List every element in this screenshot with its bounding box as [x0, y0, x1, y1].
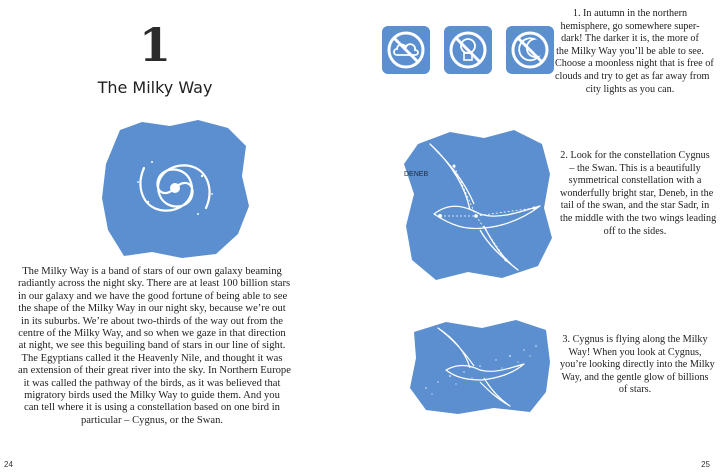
- step-line: hemisphere, go somewhere super-: [560, 20, 700, 32]
- page-number-right: 25: [701, 460, 710, 469]
- body-line: migratory birds used the Milky Way to guide them. And you: [24, 390, 280, 402]
- no-lightbulb-icon: [442, 24, 494, 76]
- body-line: an extension of their great river into the sky. In Northern Europe: [18, 365, 291, 377]
- step-line: of stars.: [618, 384, 652, 396]
- step-line: tail of the swan, and the star Sadr, in: [560, 200, 710, 212]
- body-line: it was called the pathway of the birds, as it was believed that: [23, 377, 281, 389]
- step-line: dark! The darker it is, the more of: [561, 33, 699, 45]
- body-line: can tell where it is using a constellation based on one bird in: [24, 402, 280, 414]
- step-line: clouds and try to get as far away from: [555, 70, 710, 82]
- body-line: radiantly across the night sky. There are at least 100 billion stars: [18, 278, 291, 290]
- step-1-text: [555, 8, 714, 96]
- no-moon-icon: [504, 24, 556, 76]
- milky-way-cygnus-illustration: [406, 318, 552, 416]
- step-2-text: [560, 150, 717, 238]
- body-line: centre of the Milky Way, and so when we gaze in that direction: [18, 328, 286, 340]
- step-line: 2. Look for the constellation Cygnus: [560, 150, 710, 161]
- step-line: wonderfully bright star, Deneb, in the: [560, 187, 714, 199]
- step-line: off to the sides.: [603, 225, 667, 237]
- body-line: particular – Cygnus, or the Swan.: [80, 414, 224, 426]
- step-line: Way! When you look at Cygnus,: [568, 346, 702, 358]
- right-page: [360, 0, 720, 473]
- body-text: [18, 266, 291, 427]
- body-line: The Milky Way is a band of stars of our own galaxy beaming: [22, 266, 282, 277]
- step-line: city lights as you can.: [585, 83, 675, 95]
- body-line: at night, we see this beguiling band of stars in our line of sight.: [18, 340, 286, 352]
- page-number-left: 24: [4, 460, 13, 469]
- body-line: The Egyptians called it the Heavenly Nile, and thought it was: [21, 352, 283, 364]
- chapter-title: The Milky Way: [97, 78, 213, 97]
- galaxy-illustration: [100, 118, 250, 260]
- step-line: Choose a moonless night that is free of: [555, 58, 714, 70]
- body-line: the shape of the Milky Way in our night sky, because we’re out: [18, 303, 286, 315]
- cygnus-constellation-illustration: [402, 130, 552, 280]
- step-line: you’re looking directly into the Milky: [560, 359, 715, 371]
- step-line: Way, and the gentle glow of billions: [561, 371, 709, 383]
- deneb-label: DENEB: [404, 171, 429, 178]
- step-line: 3. Cygnus is flying along the Milky: [562, 334, 708, 345]
- chapter-number: 1: [138, 18, 171, 72]
- step-line: 1. In autumn in the northern: [572, 8, 688, 19]
- step-line: the middle with the two wings leading: [560, 212, 717, 224]
- step-line: symmetrical constellation with a: [568, 175, 702, 187]
- step-line: – the Swan. This is a beautifully: [569, 162, 701, 174]
- body-line: in our galaxy and we have the good fortune of being able to see: [18, 290, 288, 302]
- step-line: the Milky Way you’ll be able to see.: [556, 45, 704, 57]
- step-3-text: [560, 334, 715, 397]
- no-cloud-icon: [380, 24, 432, 76]
- body-line: in its suburbs. We’re about two-thirds of the way out from the: [21, 315, 283, 327]
